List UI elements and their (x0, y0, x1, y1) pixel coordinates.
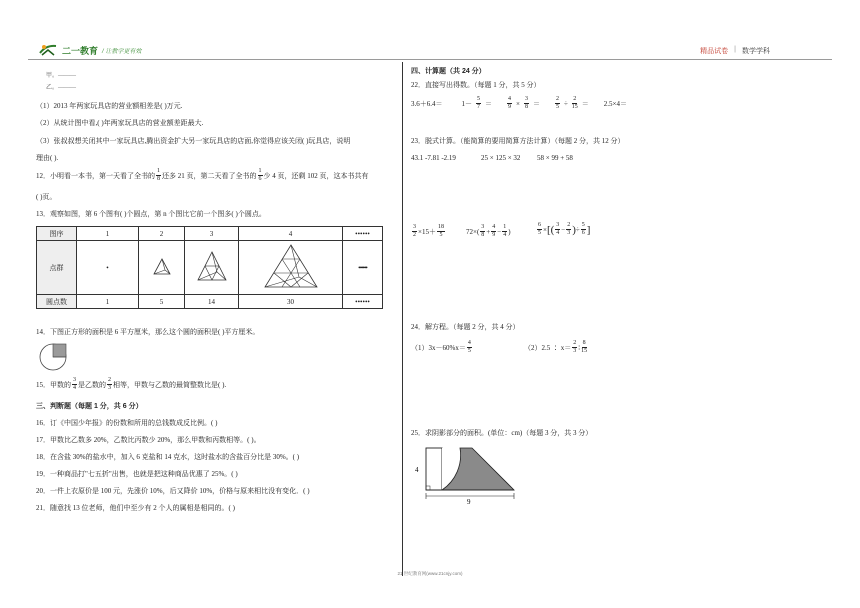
question-19: 19．一种商品打"七五折"出售，也就是把这种商品优惠了 25%。( ) (36, 470, 238, 478)
q22-fraction: $\frac{4}{9}$ (508, 96, 511, 110)
q15-text-c: 相等，甲数与乙数的最简整数比是( ). (113, 380, 227, 389)
table-cell (185, 241, 239, 295)
question-24: 24．解方程。（每题 2 分，共 4 分） (411, 323, 520, 331)
question-11-2: （2）从统计图中看,( )年两家玩具店的营业额差距最大. (36, 119, 204, 127)
brand-logo (38, 42, 141, 58)
fig-height-label: 4 (415, 466, 419, 474)
question-15 (36, 377, 226, 392)
table-cell: 4 (239, 227, 343, 241)
question-14: 14．下图正方形的面积是 6 平方厘米，那么这个圆的面积是( )平方厘米。 (36, 328, 260, 336)
brand-mark-icon (38, 43, 58, 57)
q15-text-b: 是乙数的 (78, 380, 106, 389)
section-4-title: 四、计算题（共 24 分） (411, 68, 486, 75)
section-3-title: 三、判断题（每题 1 分，共 6 分） (36, 403, 143, 410)
table-cell (239, 241, 343, 295)
q23-expr-5: 72×( $\frac{3}{8}$ + $\frac{4}{9}$ − $\frac{1}{4}$ ) (466, 224, 511, 238)
legend-yi: 乙。——— (46, 85, 77, 91)
table-cell: 14 (185, 295, 239, 309)
table-cell: •••••• (343, 295, 383, 309)
dot-pattern-table (36, 226, 383, 309)
q22-fraction: $\frac{2}{15}$ (571, 96, 578, 110)
tag-separator: | (734, 46, 736, 53)
table-cell (77, 241, 139, 295)
q23-expr-1: 43.1 -7.81 -2.19 (411, 154, 456, 162)
column-divider (402, 62, 403, 576)
fig-width-label: 9 (467, 498, 471, 506)
q22-equals: ＝ (485, 99, 492, 108)
table-row (37, 295, 383, 309)
question-23: 23．脱式计算。（能简算的要用简算方法计算）（每题 2 分，共 12 分） (411, 137, 625, 145)
dot-figure-4 (261, 243, 321, 291)
table-cell: 5 (139, 295, 185, 309)
q22-item-5: 2.5×4＝ (603, 99, 627, 108)
question-20: 20．一件上衣原价是 100 元，先涨价 10%，后又降价 10%，价格与原来相比没有变化．( ) (36, 487, 310, 495)
question-22: 22．直接写出得数。（每题 1 分，共 5 分） (411, 81, 541, 89)
question-13: 13．观察如图，第 6 个图有( )个圆点，第 n 个图比它前一个图多( )个圆点。 (36, 210, 266, 218)
q12-fraction-2: $\frac{1}{6}$ (258, 168, 262, 182)
table-cell: 图序 (37, 227, 77, 241)
table-row (37, 241, 383, 295)
q23-expr-2: 25 × 125 × 32 (481, 154, 521, 162)
q22-fraction: $\frac{5}{7}$ (477, 96, 480, 110)
q22-fraction: $\frac{2}{5}$ (555, 96, 559, 110)
brand-slogan: / 让教学更有效 (102, 48, 142, 55)
legend-jia: 甲。——— (46, 73, 77, 79)
table-cell: 圆点数 (37, 295, 77, 309)
question-11-3-reason: 理由( ). (36, 154, 59, 162)
question-21: 21．随意找 13 位老师，他们中至少有 2 个人的属相是相同的。( ) (36, 504, 235, 512)
question-11-3: （3）张叔叔想关闭其中一家玩具店,腾出资金扩大另一家玩具店的店面,你觉得应该关闭( )玩具店，说明 (36, 137, 351, 145)
tag-subject: 数学学科 (742, 48, 770, 55)
table-cell: 30 (239, 295, 343, 309)
q24-equation-2: （2）2.5 ∶ x＝ $\frac{2}{3}$ ∶ $\frac{8}{15}$ (524, 340, 588, 354)
page-footer: 21 世纪教育网(www.21cnjy.com) (397, 571, 463, 576)
brand-name: 二一教育 (62, 45, 99, 56)
q22-equals: ＝ (581, 99, 589, 108)
q22-operator: × (516, 99, 520, 108)
question-11-1: （1）2013 年两家玩具店的营业额相差是( )万元. (36, 102, 183, 110)
q24-equation-1: （1）3x－60%x＝ $\frac{4}{5}$ (411, 340, 471, 354)
q23-expr-4: $\frac{3}{2}$ ×15＋ $\frac{18}{5}$ (413, 224, 444, 238)
question-12 (36, 168, 369, 183)
table-cell: •••••• (343, 227, 383, 241)
question-25: 25．求阴影部分的面积。(单位：cm)（每题 3 分，共 3 分） (411, 429, 593, 437)
question-22-items (411, 96, 627, 111)
q15-fraction-1: $\frac{3}{4}$ (73, 377, 76, 391)
q22-equals: ＝ (532, 99, 540, 108)
q23-expr-3: 58 × 99 + 58 (537, 154, 573, 162)
q22-item-1: 3.6＋6.4＝ (411, 99, 443, 108)
q15-text-a: 15．甲数的 (36, 380, 71, 389)
q12-fraction-1: $\frac{1}{8}$ (157, 168, 160, 182)
q12-text-b: 还多 21 页，第二天看了全书的 (162, 171, 257, 180)
q22-item-2-a: 1－ (461, 99, 472, 108)
table-cell: 2 (139, 227, 185, 241)
question-18: 18．在含盐 30%的盐水中，加入 6 克盐和 14 克水，这时盐水的含盐百分比是 30%。( ) (36, 453, 300, 461)
header-rule (28, 59, 832, 60)
q23-expr-6: $\frac{6}{5}$ × [ ( $\frac{3}{4}$ − $\frac{2}{3}$ ) ÷ $\frac{5}{6}$ ] (538, 222, 591, 236)
q22-fraction: $\frac{3}{8}$ (524, 96, 528, 110)
question-16: 16．订《中国少年报》的份数和所用的总钱数成反比例。( ) (36, 419, 218, 427)
table-cell (139, 241, 185, 295)
table-cell: •••••• (343, 241, 383, 295)
question-12-answer: ( )页。 (36, 193, 57, 201)
shaded-area-figure (412, 442, 522, 506)
circle-square-figure (38, 342, 70, 372)
tag-quality: 精品试卷 (700, 48, 729, 55)
table-cell: 点群 (37, 241, 77, 295)
dot-figure-2 (151, 257, 173, 277)
dot-figure-1: • (106, 263, 109, 272)
question-17: 17．甲数比乙数多 20%，乙数比丙数少 20%，那么甲数和丙数相等。( )。 (36, 436, 261, 444)
q12-text-a: 12．小明看一本书，第一天看了全书的 (36, 171, 155, 180)
header-tags (700, 46, 770, 56)
table-cell: 3 (185, 227, 239, 241)
table-row (37, 227, 383, 241)
q22-operator: ÷ (563, 99, 568, 108)
q15-fraction-2: $\frac{2}{3}$ (108, 377, 111, 391)
q12-text-c: 少 4 页，还剩 102 页，这本书共有 (263, 171, 369, 180)
table-cell: 1 (77, 227, 139, 241)
dot-figure-3 (195, 250, 229, 284)
table-cell: 1 (77, 295, 139, 309)
